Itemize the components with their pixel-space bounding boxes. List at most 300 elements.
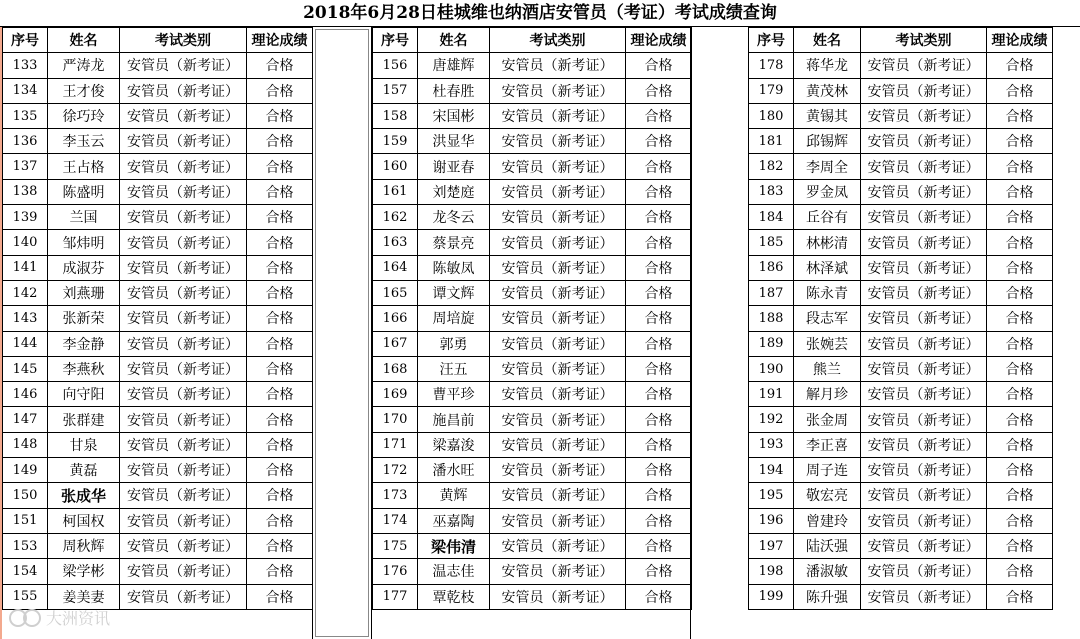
cell-category: 安管员（新考证） [490, 230, 626, 255]
cell-no: 143 [3, 306, 48, 331]
cell-no: 136 [3, 129, 48, 154]
cell-no: 135 [3, 103, 48, 128]
cell-name: 兰国 [48, 205, 120, 230]
table-row [3, 230, 313, 255]
cell-name: 向守阳 [48, 382, 120, 407]
cell-category: 安管员（新考证） [120, 179, 247, 204]
cell-result: 合格 [247, 230, 313, 255]
cell-result: 合格 [626, 356, 692, 381]
cell-name: 林泽斌 [794, 255, 861, 280]
cell-result: 合格 [626, 407, 692, 432]
cell-name: 熊兰 [794, 356, 861, 381]
cell-category: 安管员（新考证） [861, 179, 987, 204]
cell-no: 163 [373, 230, 418, 255]
table-row [749, 407, 1053, 432]
table-row [3, 407, 313, 432]
table-row [373, 559, 692, 584]
cell-name: 郭勇 [418, 331, 490, 356]
cell-no: 182 [749, 154, 794, 179]
table-row [749, 356, 1053, 381]
results-table-3 [748, 27, 1053, 610]
header-result: 理论成绩 [987, 28, 1053, 53]
cell-name: 温志佳 [418, 559, 490, 584]
cell-result: 合格 [987, 331, 1053, 356]
cell-result: 合格 [987, 205, 1053, 230]
cell-no: 169 [373, 382, 418, 407]
cell-result: 合格 [247, 179, 313, 204]
table-row [3, 53, 313, 78]
cell-category: 安管员（新考证） [490, 306, 626, 331]
table-header-row [749, 28, 1053, 53]
cell-category: 安管员（新考证） [490, 407, 626, 432]
cell-no: 194 [749, 458, 794, 483]
table-row [3, 78, 313, 103]
cell-result: 合格 [626, 559, 692, 584]
table-row [749, 432, 1053, 457]
cell-category: 安管员（新考证） [861, 483, 987, 508]
cell-no: 177 [373, 584, 418, 609]
table-row [373, 584, 692, 609]
cell-no: 189 [749, 331, 794, 356]
cell-name: 黄茂林 [794, 78, 861, 103]
table-row [373, 129, 692, 154]
cell-result: 合格 [626, 331, 692, 356]
cell-no: 157 [373, 78, 418, 103]
cell-name: 龙冬云 [418, 205, 490, 230]
cell-result: 合格 [987, 559, 1053, 584]
column-spacer [690, 27, 748, 639]
cell-no: 146 [3, 382, 48, 407]
cell-category: 安管员（新考证） [490, 533, 626, 558]
table-row [373, 407, 692, 432]
cell-category: 安管员（新考证） [120, 205, 247, 230]
table-row [373, 356, 692, 381]
table-row [373, 103, 692, 128]
table-row [3, 129, 313, 154]
cell-result: 合格 [626, 103, 692, 128]
cell-no: 149 [3, 458, 48, 483]
cell-name: 丘谷有 [794, 205, 861, 230]
cell-name: 林彬清 [794, 230, 861, 255]
spacer-box [315, 29, 369, 637]
cell-category: 安管员（新考证） [120, 255, 247, 280]
cell-no: 167 [373, 331, 418, 356]
table-row [749, 230, 1053, 255]
cell-category: 安管员（新考证） [861, 584, 987, 609]
table-row [373, 458, 692, 483]
cell-no: 166 [373, 306, 418, 331]
cell-result: 合格 [247, 508, 313, 533]
cell-category: 安管员（新考证） [120, 154, 247, 179]
table-row [3, 255, 313, 280]
cell-category: 安管员（新考证） [120, 306, 247, 331]
cell-category: 安管员（新考证） [861, 559, 987, 584]
cell-name: 巫嘉陶 [418, 508, 490, 533]
cell-category: 安管员（新考证） [490, 205, 626, 230]
table-header-row [373, 28, 692, 53]
cell-result: 合格 [247, 432, 313, 457]
cell-name: 蔡景亮 [418, 230, 490, 255]
table-row [3, 559, 313, 584]
cell-category: 安管员（新考证） [120, 280, 247, 305]
cell-category: 安管员（新考证） [120, 331, 247, 356]
cell-name: 李玉云 [48, 129, 120, 154]
table-row [749, 154, 1053, 179]
cell-no: 148 [3, 432, 48, 457]
table-row [373, 331, 692, 356]
cell-no: 193 [749, 432, 794, 457]
cell-name: 施昌前 [418, 407, 490, 432]
cell-no: 156 [373, 53, 418, 78]
cell-result: 合格 [987, 407, 1053, 432]
cell-no: 192 [749, 407, 794, 432]
cell-name: 张金周 [794, 407, 861, 432]
table-row [749, 306, 1053, 331]
cell-category: 安管员（新考证） [490, 78, 626, 103]
cell-category: 安管员（新考证） [861, 306, 987, 331]
cell-result: 合格 [626, 382, 692, 407]
cell-name: 汪五 [418, 356, 490, 381]
cell-no: 151 [3, 508, 48, 533]
cell-name: 王占格 [48, 154, 120, 179]
cell-result: 合格 [987, 280, 1053, 305]
cell-name: 陈永青 [794, 280, 861, 305]
cell-name: 周子连 [794, 458, 861, 483]
cell-category: 安管员（新考证） [490, 356, 626, 381]
table-header-row [3, 28, 313, 53]
cell-name: 覃乾枝 [418, 584, 490, 609]
cell-result: 合格 [247, 559, 313, 584]
table-row [749, 103, 1053, 128]
cell-result: 合格 [626, 483, 692, 508]
table-row [3, 458, 313, 483]
header-category: 考试类别 [120, 28, 247, 53]
watermark-logo [6, 600, 146, 636]
cell-result: 合格 [987, 179, 1053, 204]
cell-name: 张新荣 [48, 306, 120, 331]
cell-no: 159 [373, 129, 418, 154]
table-row [749, 53, 1053, 78]
cell-result: 合格 [247, 129, 313, 154]
cell-no: 162 [373, 205, 418, 230]
cell-no: 168 [373, 356, 418, 381]
table-row [373, 306, 692, 331]
cell-no: 161 [373, 179, 418, 204]
cell-no: 153 [3, 533, 48, 558]
cell-name: 黄辉 [418, 483, 490, 508]
cell-result: 合格 [247, 154, 313, 179]
cell-category: 安管员（新考证） [861, 432, 987, 457]
table-row [3, 154, 313, 179]
cell-category: 安管员（新考证） [120, 407, 247, 432]
table-row [373, 205, 692, 230]
cell-result: 合格 [987, 584, 1053, 609]
cell-result: 合格 [626, 129, 692, 154]
table-row [3, 306, 313, 331]
cell-name: 梁伟清 [418, 533, 490, 558]
table-row [3, 533, 313, 558]
cell-result: 合格 [987, 255, 1053, 280]
cell-category: 安管员（新考证） [490, 331, 626, 356]
table-row [373, 255, 692, 280]
cell-name: 周秋辉 [48, 533, 120, 558]
cell-result: 合格 [247, 103, 313, 128]
cell-result: 合格 [626, 306, 692, 331]
cell-result: 合格 [247, 280, 313, 305]
table-row [373, 179, 692, 204]
table-row [3, 356, 313, 381]
cell-result: 合格 [247, 407, 313, 432]
cell-result: 合格 [626, 255, 692, 280]
cell-category: 安管员（新考证） [120, 382, 247, 407]
cell-name: 宋国彬 [418, 103, 490, 128]
cell-result: 合格 [626, 205, 692, 230]
cell-name: 刘燕珊 [48, 280, 120, 305]
cell-no: 188 [749, 306, 794, 331]
table-row [749, 382, 1053, 407]
table-row [3, 280, 313, 305]
cell-no: 139 [3, 205, 48, 230]
cell-result: 合格 [626, 230, 692, 255]
table-row [749, 78, 1053, 103]
results-table-1 [2, 27, 313, 610]
cell-name: 潘淑敏 [794, 559, 861, 584]
cell-result: 合格 [626, 508, 692, 533]
cell-name: 解月珍 [794, 382, 861, 407]
table-row [373, 53, 692, 78]
cell-name: 张婉芸 [794, 331, 861, 356]
cell-category: 安管员（新考证） [861, 458, 987, 483]
cell-name: 李周全 [794, 154, 861, 179]
cell-category: 安管员（新考证） [861, 407, 987, 432]
header-no: 序号 [749, 28, 794, 53]
cell-name: 徐巧玲 [48, 103, 120, 128]
cell-name: 刘楚庭 [418, 179, 490, 204]
cell-result: 合格 [626, 78, 692, 103]
table-row [3, 483, 313, 508]
cell-name: 李金静 [48, 331, 120, 356]
header-name: 姓名 [794, 28, 861, 53]
cell-name: 李正喜 [794, 432, 861, 457]
cell-result: 合格 [247, 331, 313, 356]
cell-no: 187 [749, 280, 794, 305]
cell-category: 安管员（新考证） [120, 230, 247, 255]
cell-name: 罗金凤 [794, 179, 861, 204]
cell-no: 196 [749, 508, 794, 533]
cell-category: 安管员（新考证） [490, 255, 626, 280]
table-row [373, 382, 692, 407]
cell-category: 安管员（新考证） [490, 129, 626, 154]
cell-result: 合格 [987, 230, 1053, 255]
cell-category: 安管员（新考证） [861, 230, 987, 255]
cell-category: 安管员（新考证） [861, 382, 987, 407]
header-no: 序号 [3, 28, 48, 53]
table-row [749, 255, 1053, 280]
cell-result: 合格 [987, 78, 1053, 103]
cell-no: 175 [373, 533, 418, 558]
cell-no: 141 [3, 255, 48, 280]
cell-name: 邹炜明 [48, 230, 120, 255]
cell-category: 安管员（新考证） [120, 483, 247, 508]
cell-category: 安管员（新考证） [490, 432, 626, 457]
cell-no: 184 [749, 205, 794, 230]
cell-name: 姜美妻 [48, 584, 120, 609]
cell-name: 黄锡其 [794, 103, 861, 128]
cell-name: 曾建玲 [794, 508, 861, 533]
cell-no: 185 [749, 230, 794, 255]
cell-name: 张成华 [48, 483, 120, 508]
cell-category: 安管员（新考证） [490, 584, 626, 609]
cell-result: 合格 [247, 356, 313, 381]
cell-no: 137 [3, 154, 48, 179]
cell-result: 合格 [247, 78, 313, 103]
cell-no: 134 [3, 78, 48, 103]
cell-name: 敬宏亮 [794, 483, 861, 508]
table-row [749, 129, 1053, 154]
cell-no: 154 [3, 559, 48, 584]
cell-name: 甘泉 [48, 432, 120, 457]
cell-result: 合格 [987, 533, 1053, 558]
table-row [3, 205, 313, 230]
cell-category: 安管员（新考证） [861, 331, 987, 356]
cell-no: 190 [749, 356, 794, 381]
cell-category: 安管员（新考证） [861, 280, 987, 305]
cell-category: 安管员（新考证） [120, 432, 247, 457]
table-row [373, 508, 692, 533]
cell-name: 陈盛明 [48, 179, 120, 204]
cell-result: 合格 [987, 154, 1053, 179]
cell-category: 安管员（新考证） [861, 129, 987, 154]
results-table-2 [372, 27, 692, 610]
cell-name: 谢亚春 [418, 154, 490, 179]
cell-result: 合格 [987, 306, 1053, 331]
cell-name: 黄磊 [48, 458, 120, 483]
cell-category: 安管员（新考证） [120, 53, 247, 78]
table-row [373, 280, 692, 305]
cell-result: 合格 [247, 53, 313, 78]
cell-no: 140 [3, 230, 48, 255]
table-row [3, 508, 313, 533]
cell-category: 安管员（新考证） [490, 483, 626, 508]
cell-name: 严涛龙 [48, 53, 120, 78]
cell-result: 合格 [626, 280, 692, 305]
table-row [373, 154, 692, 179]
header-result: 理论成绩 [626, 28, 692, 53]
cell-result: 合格 [247, 533, 313, 558]
table-row [749, 205, 1053, 230]
cell-result: 合格 [247, 483, 313, 508]
watermark-text: 大洲资讯 [46, 609, 111, 628]
table-row [3, 331, 313, 356]
cell-no: 195 [749, 483, 794, 508]
cell-name: 李燕秋 [48, 356, 120, 381]
cell-category: 安管员（新考证） [861, 508, 987, 533]
table-row [373, 78, 692, 103]
cell-result: 合格 [626, 179, 692, 204]
cell-name: 梁学彬 [48, 559, 120, 584]
cell-name: 陈升强 [794, 584, 861, 609]
cell-no: 160 [373, 154, 418, 179]
cell-result: 合格 [626, 432, 692, 457]
cell-category: 安管员（新考证） [861, 78, 987, 103]
cell-result: 合格 [247, 205, 313, 230]
cell-name: 陈敏凤 [418, 255, 490, 280]
header-result: 理论成绩 [247, 28, 313, 53]
cell-name: 邱锡辉 [794, 129, 861, 154]
cell-name: 洪显华 [418, 129, 490, 154]
cell-result: 合格 [247, 255, 313, 280]
cell-name: 谭文辉 [418, 280, 490, 305]
cell-result: 合格 [987, 53, 1053, 78]
cell-category: 安管员（新考证） [861, 255, 987, 280]
cell-name: 曹平珍 [418, 382, 490, 407]
cell-category: 安管员（新考证） [861, 356, 987, 381]
table-row [3, 103, 313, 128]
cell-name: 蒋华龙 [794, 53, 861, 78]
cell-result: 合格 [987, 103, 1053, 128]
cell-name: 潘水旺 [418, 458, 490, 483]
cell-result: 合格 [247, 458, 313, 483]
cell-category: 安管员（新考证） [490, 458, 626, 483]
cell-no: 173 [373, 483, 418, 508]
cell-category: 安管员（新考证） [861, 103, 987, 128]
cell-result: 合格 [626, 154, 692, 179]
cell-no: 178 [749, 53, 794, 78]
cell-result: 合格 [247, 382, 313, 407]
table-row [749, 179, 1053, 204]
cell-category: 安管员（新考证） [490, 382, 626, 407]
cell-result: 合格 [987, 508, 1053, 533]
cell-category: 安管员（新考证） [861, 205, 987, 230]
table-row [749, 458, 1053, 483]
table-row [373, 483, 692, 508]
table-row [3, 432, 313, 457]
cell-name: 周培旋 [418, 306, 490, 331]
cell-no: 170 [373, 407, 418, 432]
cell-category: 安管员（新考证） [490, 179, 626, 204]
cell-result: 合格 [626, 533, 692, 558]
page-title: 2018年6月28日桂城维也纳酒店安管员（考证）考试成绩查询 [0, 0, 1080, 27]
cell-no: 199 [749, 584, 794, 609]
cell-no: 186 [749, 255, 794, 280]
cell-no: 145 [3, 356, 48, 381]
cell-result: 合格 [987, 458, 1053, 483]
cell-no: 150 [3, 483, 48, 508]
column-spacer [312, 27, 372, 639]
cell-no: 171 [373, 432, 418, 457]
cell-category: 安管员（新考证） [120, 584, 247, 609]
table-row [749, 533, 1053, 558]
cell-no: 133 [3, 53, 48, 78]
header-name: 姓名 [48, 28, 120, 53]
cell-result: 合格 [987, 432, 1053, 457]
cell-category: 安管员（新考证） [861, 154, 987, 179]
cell-name: 成淑芬 [48, 255, 120, 280]
cell-no: 179 [749, 78, 794, 103]
cell-result: 合格 [626, 53, 692, 78]
cell-category: 安管员（新考证） [490, 154, 626, 179]
cell-no: 181 [749, 129, 794, 154]
table-row [373, 533, 692, 558]
header-category: 考试类别 [861, 28, 987, 53]
cell-no: 172 [373, 458, 418, 483]
cell-name: 唐雄辉 [418, 53, 490, 78]
cell-result: 合格 [247, 306, 313, 331]
cell-category: 安管员（新考证） [490, 103, 626, 128]
cell-no: 198 [749, 559, 794, 584]
cell-no: 176 [373, 559, 418, 584]
cell-result: 合格 [247, 584, 313, 609]
